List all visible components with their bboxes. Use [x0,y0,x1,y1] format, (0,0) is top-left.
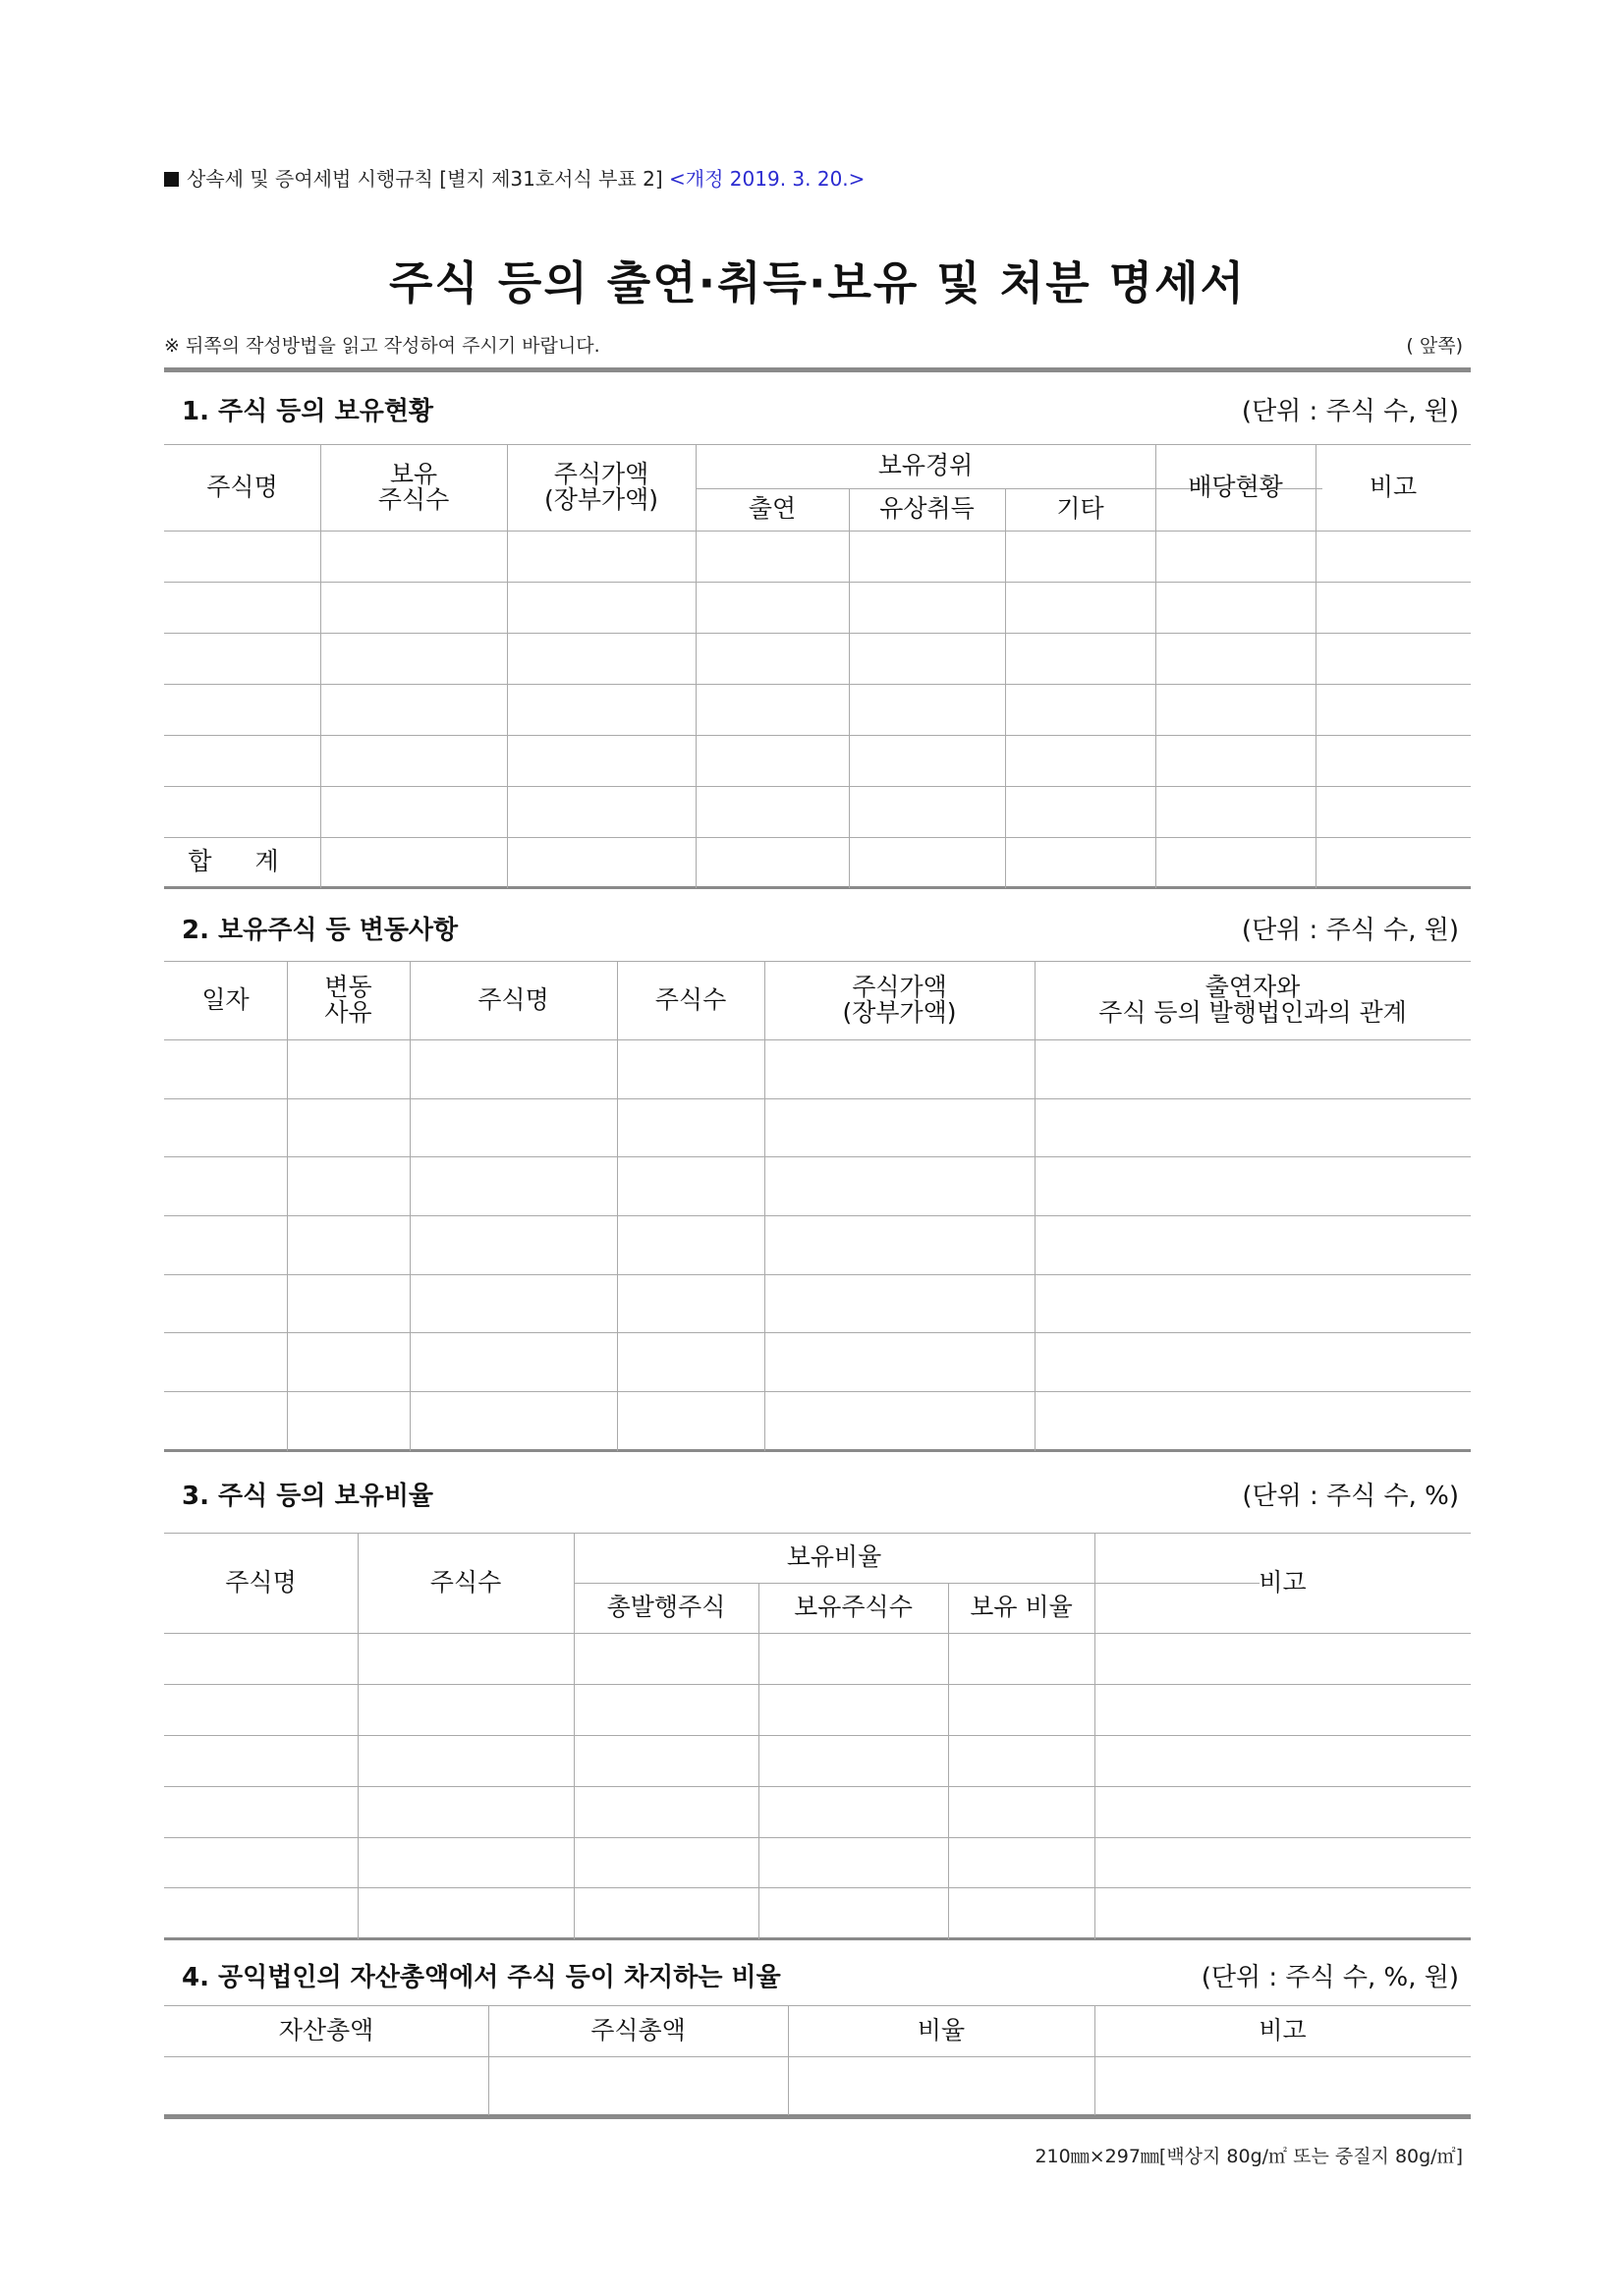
section2-title: 2. 보유주식 등 변동사항 [182,916,459,945]
col-header-stock-value [507,444,696,531]
table-line [164,786,1471,787]
col-header-dividend: 배당현황 [1188,472,1283,501]
header-line-1: 출연자와 [1204,972,1301,1001]
header-line-1: 변동 [324,972,372,1001]
col-header-relationship [1035,961,1471,1039]
table-bottom-rule [164,1449,1471,1452]
col-header-contribution: 출연 [748,494,797,524]
table-bottom-rule [164,2114,1471,2119]
page-side-label: ( 앞쪽) [1406,335,1463,357]
col-header-date: 일자 [201,984,250,1014]
table-line [164,1098,1471,1099]
table-line [164,582,1471,583]
instruction-text: ※ 뒤쪽의 작성방법을 읽고 작성하여 주시기 바랍니다. [164,335,600,357]
table-line [164,1837,1471,1838]
paper-spec-footer: 210㎜×297㎜[백상지 80g/㎡ 또는 중질지 80g/㎡] [1035,2146,1463,2167]
col-header-holding-ratio-group: 보유비율 [786,1542,882,1572]
table-line [164,1633,1471,1634]
col-header-remarks: 비고 [1259,1567,1307,1596]
table-line [1005,488,1006,888]
col-header-stock-name: 주식명 [477,984,549,1014]
col-header-total-shares-value: 주식총액 [590,2015,686,2044]
table-line [164,1332,1471,1333]
table-line [948,1583,949,1939]
col-header-stock-name: 주식명 [225,1567,297,1596]
table-line [758,1583,759,1939]
revision-text: <개정 2019. 3. 20.> [669,167,866,191]
table-line [164,1274,1471,1275]
section4-unit: (단위 : 주식 수, %, 원) [1201,1963,1459,1992]
header-line-1: 주식가액 [852,972,947,1001]
total-row-label: 합 계 [188,846,297,875]
col-header-holding-shares [320,444,507,531]
section2-header [164,906,1471,945]
header-line-2: 주식 등의 발행법인과의 관계 [1098,998,1407,1027]
table-line [164,735,1471,736]
section3-title: 3. 주식 등의 보유비율 [182,1482,434,1511]
section3-header [164,1472,1471,1511]
regulation-header [164,163,865,192]
col-header-stock-value [764,961,1035,1039]
header-line-2: 주식수 [377,485,450,514]
col-header-remarks: 비고 [1369,472,1418,501]
square-bullet-icon [164,172,179,187]
regulation-text: 상속세 및 증여세법 시행규칙 [별지 제31호서식 부표 2] [187,167,663,191]
header-line-1: 보유 [389,459,438,488]
header-line-2: (장부가액) [543,485,659,514]
section3-unit: (단위 : 주식 수, %) [1242,1482,1459,1511]
col-header-holding-ratio: 보유 비율 [970,1593,1073,1622]
table-line [164,1786,1471,1787]
header-line-2: (장부가액) [842,998,957,1027]
col-header-stock-name: 주식명 [206,472,278,501]
table-bottom-rule [164,886,1471,889]
table-bottom-rule [164,1937,1471,1940]
section1-unit: (단위 : 주식 수, 원) [1241,397,1459,426]
table-line [164,837,1471,838]
section1-title: 1. 주식 등의 보유현황 [182,397,434,426]
col-header-remarks: 비고 [1259,2015,1307,2044]
col-header-share-count: 주식수 [654,984,727,1014]
col-header-holding-history: 보유경위 [877,451,974,480]
table-line [164,1156,1471,1157]
col-header-ratio: 비율 [917,2015,966,2044]
col-header-other: 기타 [1056,494,1104,524]
section4-header [164,1953,1471,1992]
col-header-held-shares: 보유주식수 [794,1593,913,1622]
table-line [849,488,850,888]
section4-title: 4. 공익법인의 자산총액에서 주식 등이 차지하는 비율 [182,1963,781,1992]
page-title: 주식 등의 출연·취득·보유 및 처분 명세서 [389,256,1246,309]
section1-header [164,387,1471,426]
table-line [164,633,1471,634]
section2-unit: (단위 : 주식 수, 원) [1241,916,1459,945]
col-header-change-reason [287,961,410,1039]
col-header-total-issued: 총발행주식 [606,1593,726,1622]
col-header-share-count: 주식수 [429,1567,502,1596]
table-line [164,684,1471,685]
table-line [164,1735,1471,1736]
section-divider [164,367,1471,372]
header-line-2: 사유 [324,998,372,1027]
table-line [164,1391,1471,1392]
instruction-note [164,331,1471,358]
table-line [164,531,1471,532]
table-line [164,1039,1471,1040]
table-line [164,1684,1471,1685]
table-line [164,1215,1471,1216]
table-line [164,2056,1471,2057]
header-line-1: 주식가액 [553,459,649,488]
col-header-total-assets: 자산총액 [278,2015,374,2044]
col-header-paid-acquisition: 유상취득 [879,494,975,524]
table-line [164,1887,1471,1888]
